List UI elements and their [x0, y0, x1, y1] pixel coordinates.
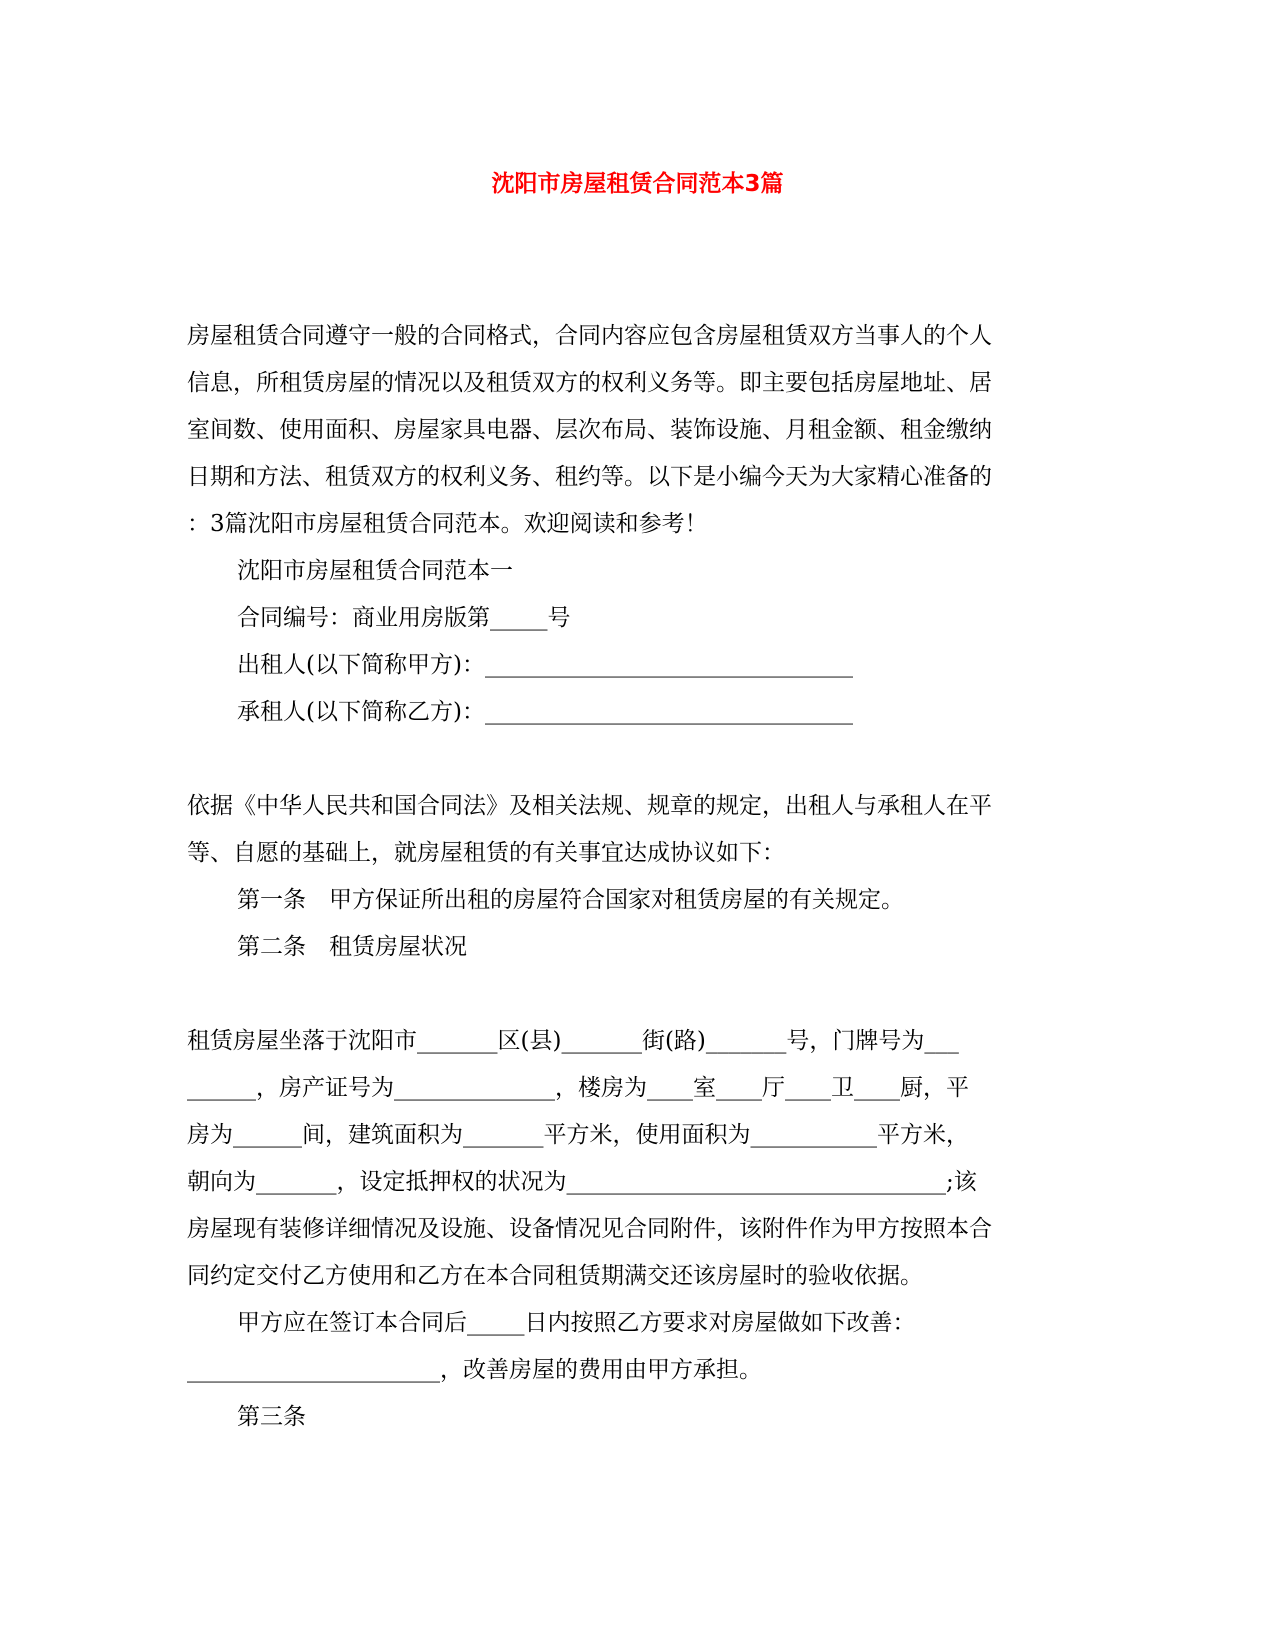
property-line: 同约定交付乙方使用和乙方在本合同租赁期满交还该房屋时的验收依据。 — [187, 1263, 923, 1289]
contract-subtitle: 沈阳市房屋租赁合同范本一 — [237, 558, 513, 584]
basis-line: 等、自愿的基础上，就房屋租赁的有关事宜达成协议如下： — [187, 840, 785, 866]
improvement-line: 甲方应在签订本合同后_____日内按照乙方要求对房屋做如下改善： — [237, 1310, 916, 1336]
article-3-heading: 第三条 — [237, 1404, 306, 1430]
intro-paragraph — [187, 313, 1047, 548]
intro-line: 日期和方法、租赁双方的权利义务、租约等。以下是小编今天为大家精心准备的 — [187, 464, 992, 490]
contract-number-line: 合同编号：商业用房版第_____号 — [237, 605, 571, 631]
property-line: 租赁房屋坐落于沈阳市_______区(县)_______街(路)_______号，门牌号为___ — [187, 1028, 959, 1054]
improvement-line: ______________________，改善房屋的费用由甲方承担。 — [187, 1357, 762, 1383]
lessor-line: 出租人(以下简称甲方)：________________________________ — [237, 652, 853, 678]
property-paragraph — [187, 1018, 1047, 1300]
spacer — [187, 736, 1047, 783]
improvement-paragraph — [187, 1300, 1047, 1394]
property-line: ______，房产证号为______________，楼房为____室____厅____卫____厨，平 — [187, 1075, 969, 1101]
basis-paragraph — [187, 783, 1047, 877]
spacer — [187, 971, 1047, 1018]
intro-line: 室间数、使用面积、房屋家具电器、层次布局、装饰设施、月租金额、租金缴纳 — [187, 417, 992, 443]
document-body — [187, 313, 1047, 1441]
property-line: 房为______间，建筑面积为_______平方米，使用面积为___________平方米， — [187, 1122, 969, 1148]
document-title: 沈阳市房屋租赁合同范本3篇 — [491, 171, 784, 197]
lessee-line: 承租人(以下简称乙方)：________________________________ — [237, 699, 853, 725]
property-line: 房屋现有装修详细情况及设施、设备情况见合同附件，该附件作为甲方按照本合 — [187, 1216, 992, 1242]
intro-line: 房屋租赁合同遵守一般的合同格式，合同内容应包含房屋租赁双方当事人的个人 — [187, 323, 992, 349]
basis-line: 依据《中华人民共和国合同法》及相关法规、规章的规定，出租人与承租人在平 — [187, 793, 992, 819]
intro-line: ：3篇沈阳市房屋租赁合同范本。欢迎阅读和参考！ — [187, 511, 708, 537]
article-2-heading: 第二条 租赁房屋状况 — [237, 934, 467, 960]
property-line: 朝向为_______，设定抵押权的状况为_________________________________;该 — [187, 1169, 977, 1195]
article-1: 第一条 甲方保证所出租的房屋符合国家对租赁房屋的有关规定。 — [237, 887, 904, 913]
intro-line: 信息，所租赁房屋的情况以及租赁双方的权利义务等。即主要包括房屋地址、居 — [187, 370, 992, 396]
